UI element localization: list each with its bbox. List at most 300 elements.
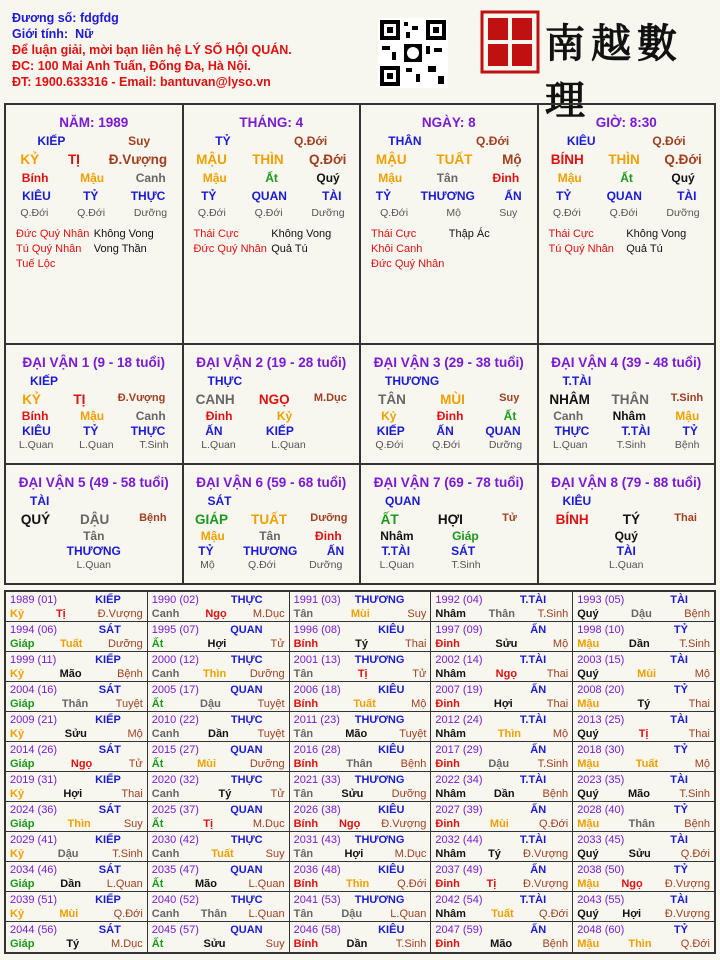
year-state: Bệnh: [542, 938, 569, 950]
year-label: 2045 (57): [151, 924, 199, 936]
year-label: 2006 (18): [293, 684, 341, 696]
year-stem: Nhâm: [435, 848, 466, 860]
year-branch: Tý: [66, 938, 80, 950]
year-branch: Tý: [637, 698, 651, 710]
year-cell: [148, 742, 290, 771]
year-branch: Thìn: [67, 818, 91, 830]
year-branch: Ngọ: [70, 758, 93, 770]
year-cell: [431, 802, 573, 831]
year-cell: [148, 652, 290, 681]
dai-van-state: Đ.Vượng: [117, 392, 166, 404]
year-stem: Giáp: [10, 818, 35, 830]
ten-god: ẤN: [504, 189, 522, 203]
year-label: 2039 (51): [10, 894, 58, 906]
ten-god: T.TÀI: [381, 544, 411, 558]
year-state: T.Sinh: [112, 848, 143, 860]
life-stage: T.Sinh: [451, 559, 481, 571]
hidden-stem: Mậu: [200, 529, 225, 543]
year-label: 1999 (11): [10, 654, 57, 666]
life-stage: Q.Đới: [197, 207, 226, 219]
pillar-title: THÁNG: 4: [239, 115, 304, 130]
year-stem: Nhâm: [435, 608, 466, 620]
year-state: Suy: [265, 938, 285, 950]
pillar-top-state: Q.Đới: [476, 134, 510, 148]
life-stage: Mộ: [200, 559, 215, 571]
dai-van-title: ĐẠI VẬN 7 (69 - 78 tuổi): [373, 475, 524, 490]
year-stem: Canh: [151, 728, 180, 740]
pillar-chi: TUẤT: [436, 152, 473, 167]
year-label: 2017 (29): [435, 744, 483, 756]
pillar-can: KỶ: [20, 152, 40, 167]
year-label: 2040 (52): [151, 894, 199, 906]
hidden-stem: Canh: [135, 171, 166, 185]
year-branch: Tý: [488, 848, 501, 860]
year-stem: Canh: [151, 908, 180, 920]
year-ten-god: KIÊU: [378, 744, 405, 756]
year-branch: Ngọ: [338, 818, 361, 830]
year-ten-god: T.TÀI: [519, 594, 547, 606]
dai-van-can: QUÝ: [20, 512, 51, 527]
year-state: T.Sinh: [537, 758, 569, 770]
year-state: Mộ: [411, 698, 427, 710]
hidden-stem: Kỷ: [381, 409, 397, 423]
year-ten-god: KIÊU: [378, 864, 405, 876]
year-stem: Quý: [577, 608, 599, 620]
year-branch: Mão: [628, 788, 650, 800]
year-stem: Kỷ: [10, 788, 25, 800]
year-state: T.Sinh: [679, 788, 710, 800]
year-stem: Canh: [151, 668, 180, 680]
year-state: Tuyệt: [257, 728, 285, 740]
year-state: M.Dục: [252, 608, 285, 620]
year-stem: Tân: [293, 848, 314, 860]
year-branch: Mùi: [637, 668, 657, 680]
hidden-stem: Ất: [503, 409, 517, 423]
hidden-stem: Quý: [614, 529, 638, 543]
pillar-chi-state: Đ.Vượng: [108, 152, 168, 167]
year-state: Thai: [688, 728, 710, 740]
year-branch: Ngọ: [495, 668, 518, 680]
year-stem: Giáp: [10, 938, 35, 950]
gender-label: Giới tính:: [12, 27, 69, 41]
year-state: Suy: [265, 848, 285, 860]
dai-van-cell: [361, 465, 539, 583]
year-state: Bệnh: [684, 608, 710, 620]
year-state: Đ.Vượng: [664, 908, 710, 920]
hidden-stem: Ất: [265, 171, 278, 185]
year-cell: [290, 682, 432, 711]
year-ten-god: T.TÀI: [519, 774, 547, 786]
year-branch: Tý: [355, 638, 368, 650]
year-branch: Sửu: [341, 788, 364, 800]
year-label: 2000 (12): [151, 654, 199, 666]
year-ten-god: QUAN: [230, 624, 263, 636]
year-row: [6, 922, 714, 952]
year-ten-god: SÁT: [98, 864, 121, 876]
year-state: M.Dục: [252, 818, 285, 830]
hidden-stem: Đinh: [315, 529, 342, 543]
year-stem: Bính: [293, 758, 319, 770]
ten-god: TỶ: [556, 189, 572, 203]
dai-van-can: BÍNH: [555, 512, 589, 527]
dai-van-chi: HỢI: [437, 512, 463, 527]
year-stem: Bính: [293, 698, 319, 710]
year-stem: Tân: [293, 728, 314, 740]
year-cell: [431, 592, 573, 621]
star-label: Quả Tú: [626, 243, 663, 255]
pillar-cell: [184, 105, 362, 343]
year-state: Tử: [412, 668, 427, 680]
year-ten-god: THƯƠNG: [354, 714, 405, 726]
year-branch: Dần: [628, 638, 650, 650]
year-label: 2007 (19): [435, 684, 483, 696]
star-label: Tuế Lộc: [16, 258, 56, 270]
address-line: ĐC: 100 Mai Anh Tuấn, Đống Đa, Hà Nội.: [12, 59, 251, 73]
year-stem: Mậu: [577, 638, 600, 650]
dai-van-top: KIÊU: [562, 494, 592, 508]
year-ten-god: TỶ: [673, 624, 688, 636]
year-label: 2034 (46): [10, 864, 58, 876]
year-cell: [6, 652, 148, 681]
year-ten-god: TÀI: [670, 594, 688, 606]
year-branch: Hợi: [493, 698, 513, 710]
year-branch: Hợi: [622, 908, 642, 920]
year-label: 1995 (07): [151, 624, 199, 636]
year-stem: Canh: [151, 848, 180, 860]
year-ten-god: T.TÀI: [519, 654, 547, 666]
year-cell: [431, 652, 573, 681]
ten-god: THỰC: [554, 424, 590, 438]
year-cell: [290, 742, 432, 771]
year-stem: Canh: [151, 608, 180, 620]
year-cell: [148, 922, 290, 952]
year-ten-god: SÁT: [98, 624, 121, 636]
year-branch: Mùi: [489, 818, 509, 830]
year-cell: [431, 892, 573, 921]
year-ten-god: ẤN: [530, 804, 547, 816]
year-state: Q.Đới: [538, 818, 569, 830]
dai-van-chi: THÂN: [611, 392, 650, 407]
star-label: Vong Thần: [93, 243, 147, 255]
dai-van-top: SÁT: [207, 494, 232, 508]
year-stem: Nhâm: [435, 788, 466, 800]
year-stem: Mậu: [577, 698, 600, 710]
year-cell: [431, 772, 573, 801]
year-branch: Tý: [218, 788, 232, 800]
year-cell: [6, 802, 148, 831]
year-ten-god: SÁT: [98, 744, 121, 756]
year-label: 2013 (25): [577, 714, 625, 726]
year-cell: [6, 622, 148, 651]
year-ten-god: THỰC: [230, 714, 263, 726]
year-row: [6, 772, 714, 802]
year-stem: Kỷ: [10, 908, 25, 920]
life-stage: L.Quan: [76, 559, 111, 571]
dai-van-cell: [539, 465, 715, 583]
ten-god: TỶ: [83, 189, 99, 203]
ten-god: ẤN: [205, 424, 223, 438]
hidden-stem: Nhâm: [380, 529, 414, 543]
life-stage: Q.Đới: [20, 207, 49, 219]
ten-god: KIÊU: [22, 424, 51, 438]
hidden-stem: Nhâm: [612, 409, 646, 423]
life-stage: Mộ: [446, 207, 461, 219]
year-ten-god: TÀI: [670, 714, 688, 726]
year-row: [6, 862, 714, 892]
year-ten-god: KIẾP: [95, 714, 121, 726]
year-cell: [148, 592, 290, 621]
year-cell: [290, 832, 432, 861]
dai-van-chi: NGỌ: [258, 392, 290, 407]
year-cell: [148, 712, 290, 741]
year-stem: Đinh: [435, 758, 460, 770]
hidden-stem: Đinh: [205, 409, 233, 423]
dai-van-cell: [184, 345, 362, 463]
year-cell: [148, 862, 290, 891]
year-branch: Hợi: [63, 788, 83, 800]
year-row: [6, 892, 714, 922]
year-label: 2047 (59): [435, 924, 483, 936]
year-branch: Thân: [200, 908, 228, 920]
year-branch: Sửu: [628, 848, 651, 860]
year-state: L.Quan: [248, 878, 285, 890]
year-label: 2005 (17): [151, 684, 199, 696]
year-branch: Dần: [60, 878, 81, 890]
dai-van-top: THƯƠNG: [385, 374, 440, 388]
dai-van-top: T.TÀI: [562, 374, 592, 388]
year-stem: Đinh: [435, 878, 460, 890]
year-ten-god: TÀI: [670, 654, 688, 666]
year-state: L.Quan: [248, 908, 285, 920]
year-state: Tuyệt: [257, 698, 285, 710]
year-ten-god: TỶ: [673, 924, 688, 936]
ten-god: TỶ: [375, 189, 392, 203]
year-ten-god: ẤN: [530, 684, 547, 696]
pillar-title: GIỜ: 8:30: [595, 115, 657, 130]
year-label: 1997 (09): [435, 624, 483, 636]
dai-van-chi: TỊ: [73, 392, 86, 407]
chart-grid: [4, 103, 716, 585]
year-state: Q.Đới: [113, 908, 143, 920]
year-cell: [6, 772, 148, 801]
year-ten-god: KIÊU: [378, 804, 405, 816]
life-stage: L.Quan: [379, 559, 415, 571]
hidden-stem: Mậu: [80, 171, 105, 185]
year-branch: Ngọ: [621, 878, 643, 890]
year-label: 1990 (02): [151, 594, 199, 606]
dai-van-state: Tử: [502, 512, 517, 524]
year-row: [6, 832, 714, 862]
hidden-stem: Đinh: [436, 409, 464, 423]
dai-van-state: Suy: [499, 392, 520, 404]
ten-god: KIÊU: [22, 189, 51, 203]
year-branch: Mùi: [197, 758, 217, 770]
year-stem: Canh: [151, 788, 180, 800]
year-label: 2012 (24): [435, 714, 483, 726]
year-branch: Dậu: [200, 698, 221, 710]
year-cell: [290, 712, 432, 741]
year-stem: Mậu: [577, 878, 600, 890]
ten-god: TỶ: [198, 544, 214, 558]
year-stem: Quý: [577, 908, 599, 920]
year-ten-god: T.TÀI: [519, 834, 547, 846]
life-stage: Q.Đới: [552, 207, 581, 219]
year-label: 1993 (05): [577, 594, 625, 606]
dai-van-state: Dưỡng: [310, 512, 348, 524]
life-stage: Dưỡng: [309, 559, 343, 571]
life-stage: T.Sinh: [139, 439, 169, 451]
year-stem: Nhâm: [435, 668, 466, 680]
pillar-chi-state: Q.Đới: [664, 152, 702, 167]
year-label: 1996 (08): [293, 624, 341, 636]
year-state: Bệnh: [117, 668, 143, 680]
year-state: Mộ: [127, 728, 143, 740]
dai-van-chi: MÙI: [440, 392, 465, 407]
star-label: Thái Cực: [371, 228, 417, 240]
year-branch: Dậu: [631, 608, 652, 620]
year-ten-god: SÁT: [98, 924, 121, 936]
year-label: 1992 (04): [435, 594, 483, 606]
year-stem: Kỷ: [10, 728, 25, 740]
year-ten-god: ẤN: [530, 624, 547, 636]
hidden-stem: Mậu: [675, 409, 700, 423]
year-state: Q.Đới: [680, 938, 710, 950]
ten-god: TÀI: [677, 189, 697, 203]
pillar-top-state: Q.Đới: [294, 134, 328, 148]
year-label: 1994 (06): [10, 624, 58, 636]
hidden-stem: Quý: [671, 171, 695, 185]
year-branch: Tuất: [491, 908, 514, 920]
ten-god: QUAN: [606, 189, 642, 203]
year-label: 2015 (27): [151, 744, 199, 756]
ten-god: KIẾP: [265, 424, 294, 438]
year-cell: [573, 712, 714, 741]
year-row: [6, 592, 714, 622]
dai-van-top: THỰC: [207, 374, 243, 388]
ten-god: TÀI: [616, 544, 636, 558]
year-ten-god: ẤN: [530, 924, 547, 936]
year-ten-god: KIÊU: [378, 684, 405, 696]
year-state: Thai: [546, 668, 569, 680]
year-row: [6, 742, 714, 772]
year-cell: [6, 832, 148, 861]
year-label: 2008 (20): [577, 684, 625, 696]
year-branch: Mão: [194, 878, 217, 890]
year-state: Đ.Vượng: [523, 878, 569, 890]
gender-value: Nữ: [75, 27, 94, 41]
year-label: 2038 (50): [577, 864, 625, 876]
ten-god: TỶ: [83, 424, 99, 438]
year-ten-god: QUAN: [230, 864, 263, 876]
year-branch: Thìn: [497, 728, 522, 740]
year-branch: Ngọ: [205, 608, 227, 620]
dai-van-chi: TÝ: [622, 512, 641, 527]
pillar-top: THÂN: [388, 134, 422, 148]
year-ten-god: THƯƠNG: [354, 654, 405, 666]
year-branch: Tuất: [211, 848, 234, 860]
year-cell: [290, 772, 432, 801]
year-ten-god: TỶ: [673, 804, 688, 816]
year-ten-god: KIẾP: [95, 654, 121, 666]
year-ten-god: QUAN: [230, 744, 263, 756]
life-stage: Bệnh: [674, 439, 700, 451]
life-stage: Q.Đới: [380, 207, 409, 219]
hidden-stem: Tân: [436, 171, 459, 185]
hidden-stem: Mậu: [80, 409, 105, 423]
year-label: 2037 (49): [435, 864, 483, 876]
year-state: Bệnh: [400, 758, 427, 770]
year-ten-god: T.TÀI: [519, 714, 547, 726]
year-state: Q.Đới: [680, 848, 710, 860]
star-label: Tú Quý Nhân: [548, 243, 614, 255]
year-stem: Ất: [151, 698, 164, 710]
year-label: 2019 (31): [10, 774, 58, 786]
year-label: 2043 (55): [577, 894, 625, 906]
year-state: L.Quan: [390, 908, 427, 920]
dai-van-top: TÀI: [30, 494, 50, 508]
year-stem: Ất: [151, 938, 164, 950]
year-cell: [6, 742, 148, 771]
dai-van-title: ĐẠI VẬN 3 (29 - 38 tuổi): [373, 355, 524, 370]
year-state: Tử: [270, 638, 285, 650]
pillar-top: KIÊU: [566, 134, 596, 148]
dai-van-cell: [184, 465, 362, 583]
pillar-top: KIẾP: [37, 134, 66, 148]
year-cell: [148, 892, 290, 921]
dai-van-can: ẤT: [380, 512, 399, 527]
year-label: 2026 (38): [293, 804, 341, 816]
phone-email-line: ĐT: 1900.633316 - Email: bantuvan@lyso.vn: [12, 75, 271, 89]
year-label: 2042 (54): [435, 894, 483, 906]
year-stem: Ất: [151, 878, 164, 890]
pillar-title: NĂM: 1989: [59, 115, 129, 130]
year-state: T.Sinh: [679, 638, 710, 650]
year-branch: Sửu: [495, 638, 518, 650]
year-cell: [6, 712, 148, 741]
year-stem: Ất: [151, 638, 164, 650]
hidden-stem: Mậu: [202, 171, 227, 185]
year-branch: Thân: [628, 818, 655, 830]
year-label: 1989 (01): [10, 594, 58, 606]
year-stem: Đinh: [435, 818, 460, 830]
red-seal-logo-icon: [480, 10, 540, 74]
year-label: 2023 (35): [577, 774, 625, 786]
star-label: Không Vong: [271, 228, 332, 240]
year-state: Thai: [404, 638, 427, 650]
life-stage: Dưỡng: [311, 207, 345, 219]
life-stage: Dưỡng: [666, 207, 700, 219]
year-stem: Giáp: [10, 758, 35, 770]
pillar-chi-state: Q.Đới: [308, 152, 347, 167]
year-cell: [573, 652, 714, 681]
year-branch: Mão: [490, 938, 513, 950]
ten-god: QUAN: [251, 189, 287, 203]
year-state: Đ.Vượng: [381, 818, 427, 830]
year-label: 2044 (56): [10, 924, 58, 936]
year-label: 2032 (44): [435, 834, 483, 846]
year-cell: [6, 862, 148, 891]
year-label: 2048 (60): [577, 924, 625, 936]
year-cell: [148, 832, 290, 861]
year-cell: [148, 772, 290, 801]
dai-van-state: Thai: [674, 512, 697, 524]
star-label: Khôi Canh: [371, 243, 423, 255]
pillar-top-state: Suy: [128, 134, 151, 148]
year-label: 1991 (03): [293, 594, 341, 606]
life-stage: L.Quan: [609, 559, 644, 571]
life-stage: L.Quan: [271, 439, 306, 451]
year-stem: Ất: [151, 758, 164, 770]
